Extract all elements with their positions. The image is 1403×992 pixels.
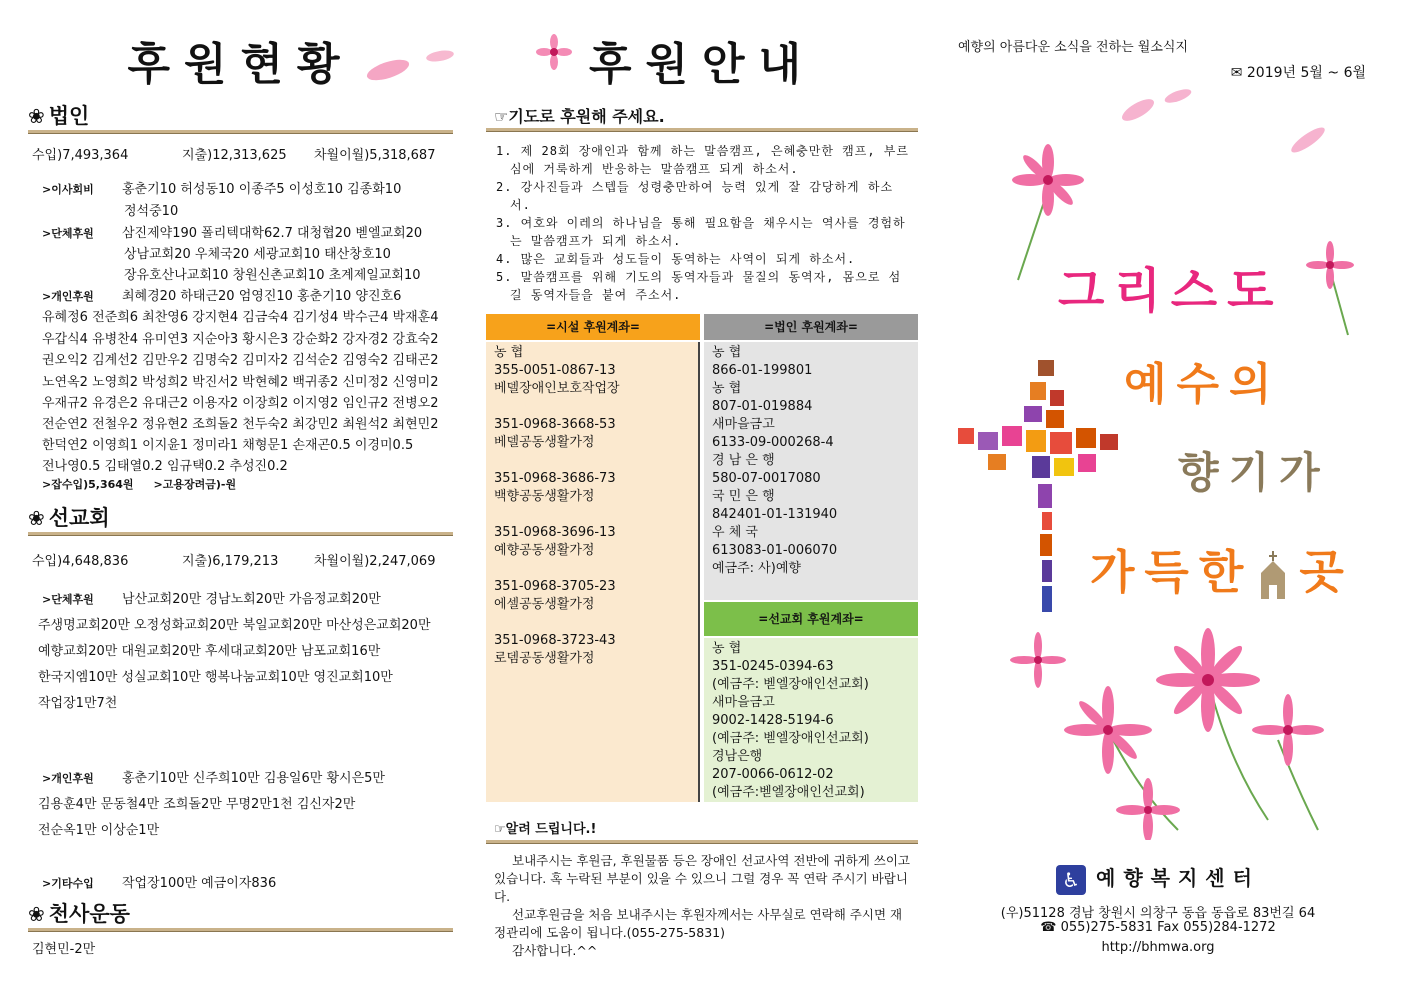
board-row: >이사회비 홍춘기10 허성동10 이종주5 이성호10 김종화10	[42, 182, 402, 197]
wheelchair-logo-icon: ♿	[1056, 865, 1086, 895]
donor-line: 김용훈4만 문동철4만 조희돌2만 무명2만1천 김신자2만	[38, 797, 356, 812]
facility-account-header: =시설 후원계좌=	[486, 314, 700, 340]
flower-icon: ❀	[28, 902, 45, 926]
cover-title-line-2: 예수의	[1124, 359, 1282, 410]
mission-heading: ❀ 선교회	[28, 506, 110, 530]
prayer-item: 2. 강사진들과 스텝들 성령충만하여 능력 있게 잘 감당하게 하소서.	[496, 180, 894, 212]
corp-group-row: >단체후원 삼진제약190 폴리텍대학62.7 대청협20 벧엘교회20	[42, 226, 423, 241]
support-status-title: 후원현황	[127, 39, 354, 90]
corp-group-row-2: 상남교회20 우체국20 세광교회10 태산창호10	[124, 247, 391, 262]
notice-paragraph: 감사합니다.^^	[512, 943, 598, 958]
mission-account-header: =선교회 후원계좌=	[704, 602, 918, 636]
mission-account-list: 농 협 351-0245-0394-63 (예금주: 벧엘장애인선교회) 새마을금고 9002-1428-5194-6 (예금주: 벧엘장애인선교회) 경남은행 207-0066-0612-02 (예금주:벧엘장애인선교회)	[704, 638, 918, 802]
prayer-item: 3. 여호와 이레의 하나님을 통해 필요함을 채우시는 역사를 경험하는 말씀캠프가 되게 하소서.	[496, 216, 906, 248]
petal-decoration-icon	[358, 44, 458, 84]
prayer-heading: ☞기도로 후원해 주세요.	[494, 107, 665, 126]
divider	[486, 840, 918, 844]
divider	[486, 128, 918, 132]
notice-heading: ☞알려 드립니다.!	[494, 822, 597, 837]
prayer-item: 5. 말씀캠프를 위해 기도의 동역자들과 물질의 동역자, 몸으로 섬길 동역자들을 붙여 주소서.	[496, 270, 902, 302]
mission-personal-row: >개인후원 홍춘기10만 신주희10만 김용일6만 황시은5만	[42, 771, 385, 786]
notice-paragraph: 선교후원금을 처음 보내주시는 후원자께서는 사무실로 연락해 주시면 재정관리에 도움이 됩니다.(055-275-5831)	[494, 907, 903, 940]
church-icon	[1253, 551, 1293, 601]
address: (우)51128 경남 창원시 의창구 동읍 동읍로 83번길 64	[1000, 906, 1316, 921]
divider	[28, 130, 453, 134]
corp-personal-row: >개인후원 최혜경20 하태근20 엄영진10 홍춘기10 양진호6	[42, 289, 402, 304]
divider	[28, 928, 453, 932]
donor-line: 권오익2 김계선2 김만우2 김명숙2 김미자2 김석순2 김영숙2 김태곤2	[42, 353, 439, 368]
donor-line: 한국지엠10만 성실교회10만 행복나눔교회10만 영진교회10만	[38, 670, 393, 685]
donor-line: 한덕연2 이영희1 이지윤1 정미라1 채형문1 손재곤0.5 이경미0.5	[42, 438, 414, 453]
donor-line: 주생명교회20만 오정성화교회20만 북일교회20만 마산성은교회20만	[38, 618, 431, 633]
angel-heading: ❀ 천사운동	[28, 902, 130, 926]
corp-account-header: =법인 후원계좌=	[704, 314, 918, 340]
board-row-2: 정석중10	[124, 204, 179, 219]
phone-fax: ☎ 055)275-5831 Fax 055)284-1272	[1040, 920, 1276, 935]
support-guide-column	[486, 0, 918, 992]
prayer-list	[496, 142, 912, 304]
donor-line: 전나영0.5 김태열0.2 임규택0.2 추성진0.2	[42, 459, 288, 474]
cover-title-line-1: 그리스도	[1058, 263, 1284, 319]
donor-line: 예향교회20만 대원교회20만 후세대교회20만 남포교회16만	[38, 644, 381, 659]
corp-heading: ❀ 법인	[28, 104, 90, 128]
donor-line: 유혜정6 전준희6 최찬영6 강지현4 김금숙4 김기성4 박수근4 박재훈4	[42, 310, 439, 325]
newsletter-tagline: 예향의 아름다운 소식을 전하는 월소식지	[958, 40, 1189, 55]
flower-icon: ❀	[28, 104, 45, 128]
mission-group-row: >단체후원 남산교회20만 경남노회20만 가음정교회20만	[42, 592, 381, 607]
corp-account-list: 농 협 866-01-199801 농 협 807-01-019884 새마을금고 6133-09-000268-4 경 남 은 행 580-07-0017080 국 민 은 행 842401-01-131940 우 체 국 613083-01-006070 예금주: 사)예향	[704, 342, 918, 600]
donor-line: 전순옥1만 이상순1만	[38, 823, 160, 838]
cover-title-line-4: 가득한 곳	[1090, 545, 1354, 599]
facility-account-list: 농 협 355-0051-0867-13 베델장애인보호작업장 351-0968-3668-53 베델공동생활가정 351-0968-3686-73 백향공동생활가정 351-0968-3696-13 예향공동생활가정 351-0968-3705-23 에셀공동생활가정 351-0968-3723-43 로뎀공동생활가정	[486, 342, 700, 802]
support-guide-title: 후원안내	[588, 39, 815, 90]
flower-icon: ❀	[28, 506, 45, 530]
donor-line: 우갑식4 유병찬4 유미연3 지순아3 황시은3 강순화2 강자경2 강효숙2	[42, 332, 439, 347]
other-income-row: >기타수입 작업장100만 예금이자836	[42, 876, 277, 891]
corp-group-row-3: 장유호산나교회10 창원신촌교회10 초계제일교회10	[124, 268, 421, 283]
donor-line: 전순연2 전철우2 정유현2 조희돌2 천두숙2 최강민2 최원석2 최현민2	[42, 417, 439, 432]
prayer-item: 4. 많은 교회들과 성도들이 동역하는 사역이 되게 하소서.	[496, 252, 856, 266]
cover-title-line-3: 향기가	[1178, 448, 1330, 497]
website-link[interactable]: http://bhmwa.org	[1101, 940, 1215, 955]
divider	[28, 532, 453, 536]
angel-line: 김현민-2만	[32, 942, 96, 957]
cover-column	[938, 0, 1378, 992]
pink-flower-bouquet-icon	[998, 620, 1338, 840]
donor-line: 우재규2 유경은2 유대근2 이용자2 이장희2 이지영2 임인규2 전병오2	[42, 396, 439, 411]
organization-name: ♿ 예향복지센터	[938, 862, 1378, 895]
notice-paragraph: 보내주시는 후원금, 후원물품 등은 장애인 선교사역 전반에 귀하게 쓰이고 있습니다. 혹 누락된 부분이 있을 수 있으니 그럴 경우 꼭 연락 주시기 바랍니다.	[494, 853, 911, 904]
support-status-column: 후원현황 ❀ 법인 수입)7,493,364 지출)12,313,625 차월이월)5,318,687 >이사회비 홍춘기10 허성동10 이종주5 이성호10 김종화10 정석중10 >단체후원 삼진제약190 폴리텍대학62.7 대청협20 벧엘교회20 상남교회20 우체국20 세광교회10 태산창호10 장유호산나교회10 창원신촌교회10 초계제일교회10 >개인후원 최혜경20 하태근20 엄영진10 홍춘기10 양진호6 유혜정6 전준희6 최찬영6 강지현4 김금숙4 김기성4 박수근4 박재훈4 우갑식4 유병찬4 유미연3 지순아3 황시은3 강순화2 강자경2 강효숙2 권오익2 김계선2 김만우2 김명숙2 김미자2 김석순2 김영숙2 김태곤2 노연옥2 노영희2 박성희2 박진서2 박현혜2 백귀종2 신미정2 신영미2 우재규2 유경은2 유대근2 이용자2 이장희2 이지영2 임인규2 전병오2 전순연2 전철우2 정유현2 조희돌2 천두숙2 최강민2 최원석2 최현민2 한덕연2 이영희1 이지윤1 정미라1 채형문1 손재곤0.5 이경미0.5 전나영0.5 김태열0.2 임규택0.2 추성진0.2 >잡수입)5,364원 >고용장려금)-원 ❀ 선교회 수입)4,648,836 지출)6,179,213 차월이월)2,247,069 >단체후원 남산교회20만 경남노회20만 가음정교회20만 주생명교회20만 오정성화교회20만 북일교회20만 마산성은교회20만 예향교회20만 대원교회20만 후세대교회20만 남포교회16만 한국지엠10만 성실교회10만 행복나눔교회10만 영진교회10만 작업장1만7천 >개인후원 홍춘기10만 신주희10만 김용일6만 황시은5만 김용훈4만 문동철4만 조희돌2만 무명2만1천 김신자2만 전순옥1만 이상순1만 >기타수입 작업장100만 예금이자836 ❀ 천사운동 김현민-2만	[28, 0, 453, 992]
donor-line: 작업장1만7천	[38, 696, 118, 711]
misc-income-row: >잡수입)5,364원 >고용장려금)-원	[42, 478, 237, 491]
issue-date: ✉ 2019년 5월 ~ 6월	[1230, 65, 1366, 81]
prayer-item: 1. 제 28회 장애인과 함께 하는 말씀캠프, 은혜충만한 캠프, 부르심에 거룩하게 반응하는 말씀캠프 되게 하소서.	[496, 144, 909, 176]
donor-line: 노연옥2 노영희2 박성희2 박진서2 박현혜2 백귀종2 신미정2 신영미2	[42, 375, 439, 390]
